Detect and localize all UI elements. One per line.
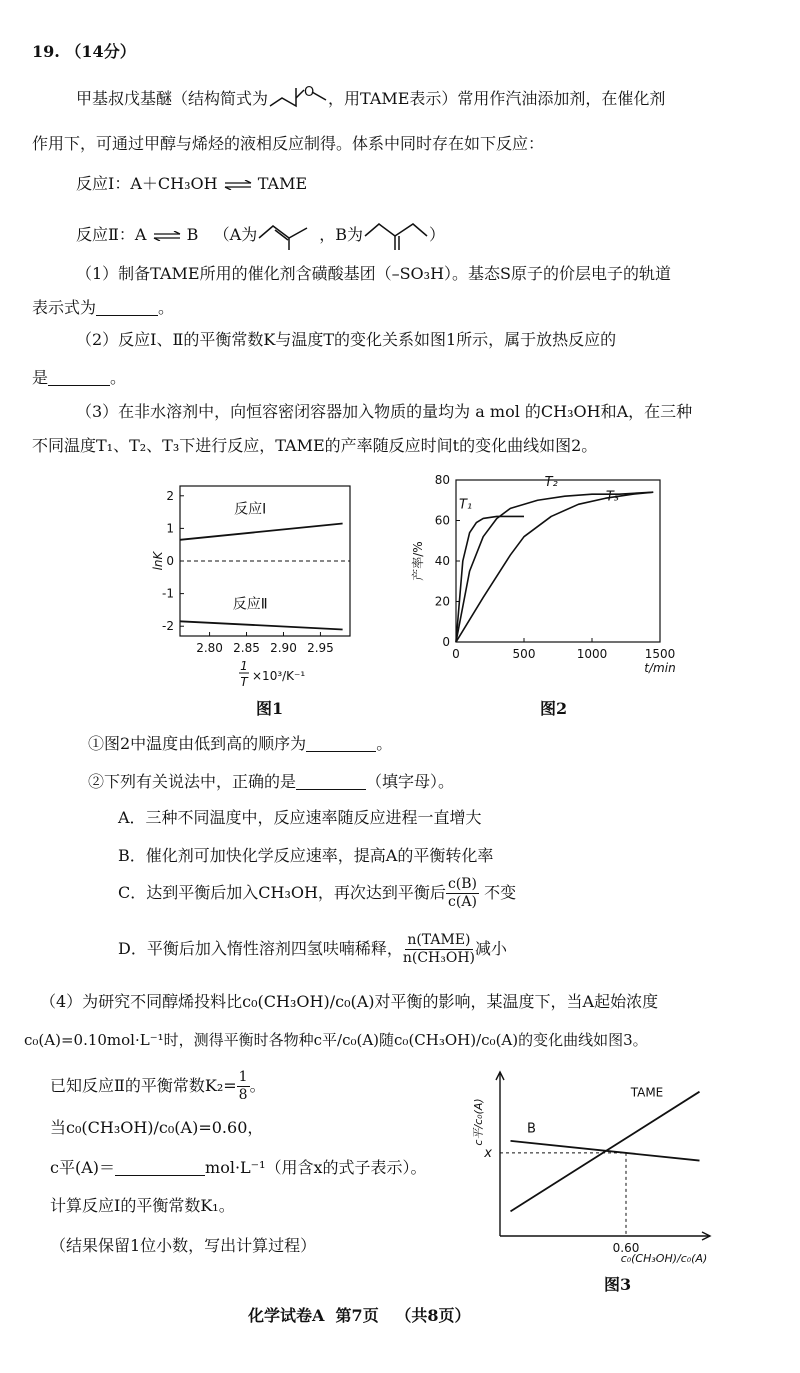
- series-label-t3: T₃: [605, 489, 619, 505]
- ether-oxygen-label: O: [304, 85, 315, 100]
- answer-blank-4[interactable]: [296, 773, 366, 790]
- x-tick-label: 1000: [576, 647, 608, 661]
- series-t1-line: [456, 516, 524, 642]
- k2-fraction: $\frac{1}{8}$: [238, 1069, 248, 1103]
- plot-frame: [456, 480, 660, 642]
- series-reaction-2-line: [180, 621, 343, 629]
- part4-line-2: c₀(A)=0.10mol·L⁻¹时，测得平衡时各物种c平/c₀(A)随c₀(CH₃OH)/c₀(A)的变化曲线如图3。: [24, 1031, 648, 1049]
- figure-1: [150, 476, 360, 696]
- series-label-t2: T₂: [544, 475, 558, 491]
- x-mark-060: 0.60: [612, 1241, 640, 1255]
- x-label-denominator: T: [240, 675, 248, 689]
- reaction-2: 反应Ⅱ：A B （A为 ，B为 ）: [76, 216, 445, 252]
- x-tick-label: 500: [512, 647, 536, 661]
- figure-2: [400, 466, 690, 696]
- part1-line-2: 表示式为 。: [32, 298, 175, 317]
- part3-q1: ①图2中温度由低到高的顺序为 。: [88, 734, 393, 753]
- y-tick-label: 40: [434, 554, 450, 568]
- y-tick-label: 1: [166, 521, 174, 536]
- x-label-units: ×10³/K⁻¹: [252, 669, 306, 683]
- tame-structure: [268, 82, 328, 114]
- series-t3-line: [456, 492, 653, 642]
- series-label-tame: TAME: [630, 1085, 664, 1100]
- y-axis-label: lnK: [151, 551, 165, 571]
- part1-line-1: （1）制备TAME所用的催化剂含磺酸基团（–SO₃H）。基态S原子的价层电子的轨道: [76, 264, 672, 283]
- series-label-reaction-2: 反应Ⅱ: [232, 596, 268, 613]
- part4-calc: 计算反应Ⅰ的平衡常数K₁。: [50, 1196, 235, 1215]
- x-tick-label: 1500: [644, 647, 676, 661]
- answer-blank-5[interactable]: [115, 1159, 205, 1176]
- part2-line-2: 是 。: [32, 368, 127, 387]
- series-reaction-1-line: [180, 524, 343, 540]
- equilibrium-arrow-icon: [152, 231, 182, 241]
- intro-line-2: 作用下，可通过甲醇与烯烃的液相反应制得。体系中同时存在如下反应：: [32, 134, 545, 153]
- x-tick-label: 2.85: [233, 641, 260, 655]
- part4-line-1: （4）为研究不同醇烯投料比c₀(CH₃OH)/c₀(A)对平衡的影响，某温度下，当A起始浓度: [40, 992, 659, 1011]
- series-label-reaction-1: 反应Ⅰ: [234, 501, 267, 518]
- part4-ratio: 当c₀(CH₃OH)/c₀(A)=0.60，: [50, 1118, 264, 1137]
- option-a: A．三种不同温度中，反应速率随反应进程一直增大: [118, 808, 482, 827]
- y-tick-label: 0: [166, 554, 174, 568]
- y-axis-label: c平/c₀(A): [472, 1098, 485, 1146]
- part4-note: （结果保留1位小数，写出计算过程）: [50, 1236, 317, 1255]
- part4-k2: 已知反应Ⅱ的平衡常数K₂= $\frac{1}{8}$ 。: [50, 1069, 266, 1103]
- y-tick-label: 0: [442, 635, 450, 649]
- part3-q2: ②下列有关说法中，正确的是 （填字母）。: [88, 772, 455, 791]
- y-tick-label: 80: [434, 473, 450, 487]
- x-tick-label: 2.90: [270, 641, 297, 655]
- answer-blank-1[interactable]: [96, 299, 158, 316]
- part3-line-2: 不同温度T₁、T₂、T₃下进行反应，TAME的产率随反应时间t的变化曲线如图2。: [32, 436, 598, 455]
- intro-line-1: 甲基叔戊基醚（结构简式为 O ，用TAME表示）常用作汽油添加剂，在催化剂: [76, 82, 665, 114]
- figure-2-caption: 图2: [540, 699, 568, 718]
- answer-blank-3[interactable]: [306, 735, 376, 752]
- alkene-a-structure: [257, 216, 319, 252]
- y-tick-label: -2: [162, 619, 174, 634]
- y-tick-label: -1: [162, 586, 174, 601]
- option-d: D．平衡后加入惰性溶剂四氢呋喃稀释， $\frac{\text{n(TAME)}}{\text{n(CH₃OH)}}$ 减小: [118, 932, 508, 966]
- y-tick-label: 60: [434, 513, 450, 528]
- option-b: B．催化剂可加快化学反应速率，提高A的平衡转化率: [118, 846, 494, 865]
- series-label-t1: T₁: [458, 497, 473, 513]
- option-c-fraction: $\frac{c(B)}{c(A)}$: [447, 876, 477, 910]
- x-tick-label: 0: [452, 647, 460, 661]
- part4-conc: c平(A)＝ mol·L⁻¹（用含x的式子表示）。: [50, 1158, 427, 1177]
- part2-line-1: （2）反应Ⅰ、Ⅱ的平衡常数K与温度T的变化关系如图1所示，属于放热反应的: [76, 330, 617, 349]
- alkene-b-structure: [363, 216, 429, 252]
- part3-line-1: （3）在非水溶剂中，向恒容密闭容器加入物质的量均为 a mol 的CH₃OH和A，在三种: [76, 402, 693, 421]
- figure-3: [470, 1064, 730, 1264]
- x-axis-label: t/min: [644, 661, 676, 675]
- x-axis-label: c₀(CH₃OH)/c₀(A): [620, 1252, 708, 1264]
- option-c: C．达到平衡后加入CH₃OH，再次达到平衡后 $\frac{c(B)}{c(A)}$ 不变: [118, 876, 517, 910]
- question-header: [32, 42, 136, 62]
- x-tick-label: 2.80: [196, 641, 223, 655]
- question-number: 19.: [32, 42, 60, 61]
- question-points: （14分）: [65, 42, 136, 61]
- y-tick-label: 20: [434, 594, 450, 609]
- y-mark-x: x: [484, 1145, 492, 1161]
- option-d-fraction: $\frac{\text{n(TAME)}}{\text{n(CH₃OH)}}$: [402, 932, 476, 966]
- page-footer: 化学试卷A 第7页 （共8页）: [248, 1306, 471, 1325]
- reaction-1: 反应Ⅰ：A＋CH₃OH TAME: [76, 174, 308, 193]
- series-label-b: B: [527, 1121, 536, 1137]
- answer-blank-2[interactable]: [48, 369, 110, 386]
- x-tick-label: 2.95: [307, 641, 334, 655]
- figure-1-caption: 图1: [256, 699, 284, 718]
- y-axis-label: 产率/%: [411, 541, 425, 581]
- series-b-line: [511, 1141, 700, 1161]
- y-tick-label: 2: [166, 488, 174, 503]
- equilibrium-arrow-icon: [223, 180, 253, 190]
- x-label-numerator: 1: [240, 659, 248, 673]
- figure-3-caption: 图3: [604, 1275, 632, 1294]
